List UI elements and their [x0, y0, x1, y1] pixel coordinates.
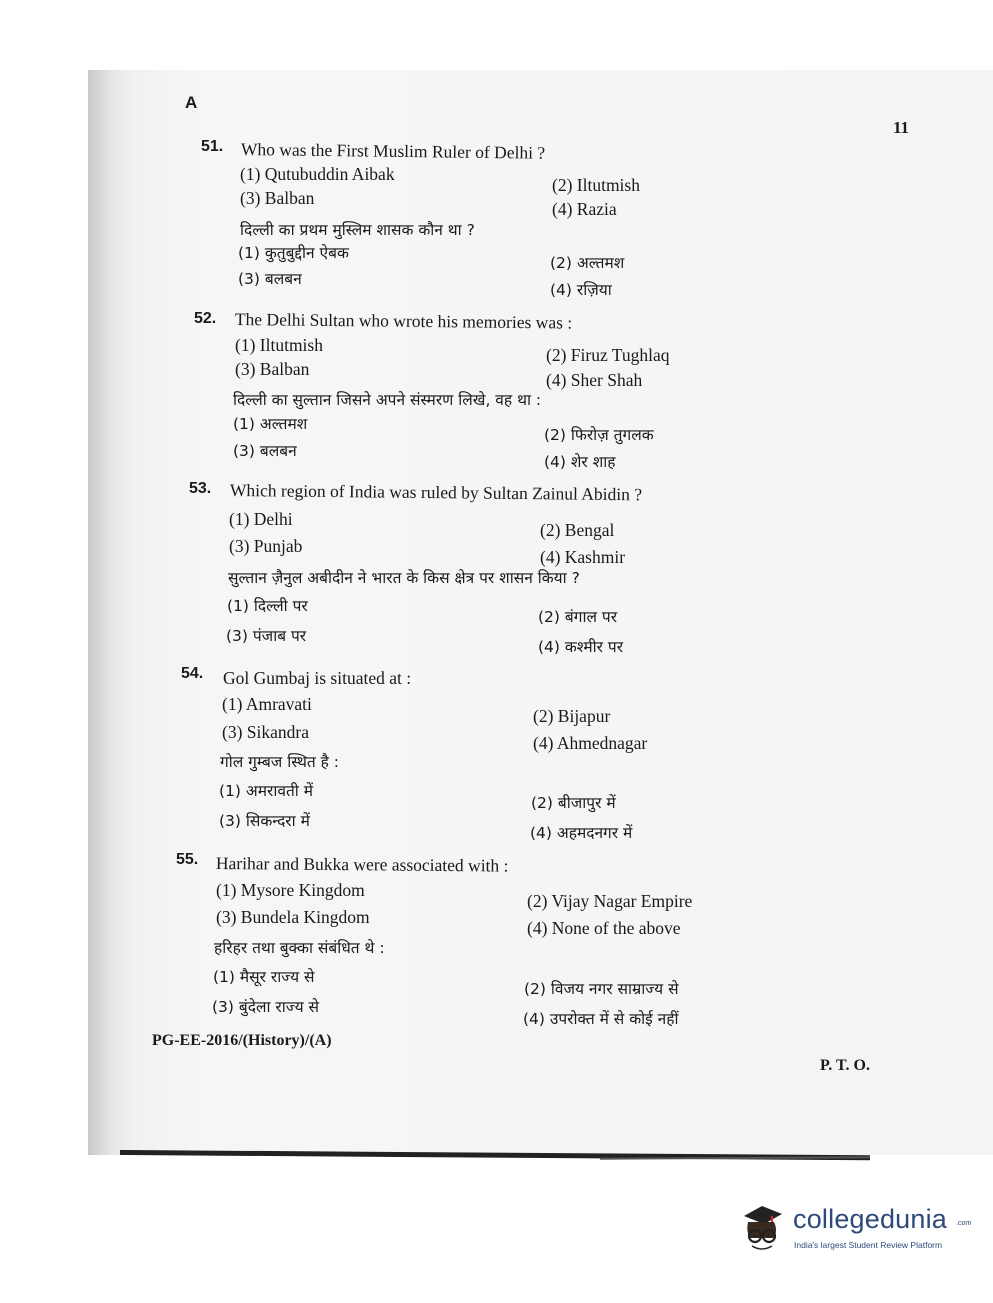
option-2-en: (2) Bengal [540, 520, 615, 540]
question-text-en: The Delhi Sultan who wrote his memories was : [234, 309, 573, 333]
option-1-en: (1) Iltutmish [235, 335, 323, 355]
question-text-hi: दिल्ली का प्रथम मुस्लिम शासक कौन था ? [240, 221, 475, 239]
question-text-en: Harihar and Bukka were associated with : [215, 853, 509, 876]
question-number: 55. [176, 851, 199, 868]
option-3-hi: (3) पंजाब पर [226, 627, 307, 645]
option-1-en: (1) Qutubuddin Aibak [240, 164, 395, 184]
paper-code: PG-EE-2016/(History)/(A) [152, 1032, 332, 1049]
set-label: A [185, 93, 198, 112]
page-number: 11 [893, 118, 910, 137]
option-4-en: (4) Razia [552, 199, 617, 219]
question-number: 53. [189, 480, 212, 497]
option-2-hi: (2) फिरोज़ तुगलक [544, 426, 654, 444]
option-4-hi: (4) अहमदनगर में [530, 824, 633, 842]
pto-label: P. T. O. [820, 1057, 870, 1074]
brand-tld: .com [956, 1220, 972, 1227]
option-1-hi: (1) दिल्ली पर [227, 597, 308, 615]
question-number: 52. [194, 310, 217, 327]
question-text-hi: गोल गुम्बज स्थित है : [220, 753, 340, 771]
option-2-hi: (2) बीजापुर में [531, 794, 616, 812]
option-2-hi: (2) अल्तमश [550, 254, 625, 272]
option-4-hi: (4) कश्मीर पर [538, 638, 624, 656]
option-4-en: (4) Sher Shah [546, 370, 643, 390]
option-1-hi: (1) अमरावती में [219, 782, 314, 800]
question-text-en: Who was the First Muslim Ruler of Delhi ? [240, 139, 546, 163]
option-4-en: (4) None of the above [527, 918, 681, 938]
option-1-hi: (1) कुतुबुद्दीन ऐबक [238, 244, 349, 262]
option-1-en: (1) Mysore Kingdom [216, 880, 365, 900]
option-4-en: (4) Kashmir [540, 547, 626, 567]
question-text-hi: हरिहर तथा बुक्का संबंधित थे : [214, 939, 385, 957]
option-3-hi: (3) सिकन्दरा में [219, 812, 310, 830]
brand-tagline: India's largest Student Review Platform [794, 1240, 943, 1250]
option-1-en: (1) Amravati [222, 694, 312, 714]
question-text-en: Gol Gumbaj is situated at : [223, 668, 412, 688]
option-2-en: (2) Iltutmish [552, 175, 640, 195]
option-3-en: (3) Punjab [229, 536, 303, 556]
question-number: 51. [201, 138, 224, 155]
option-1-hi: (1) अल्तमश [233, 415, 308, 433]
question-number: 54. [181, 665, 204, 682]
option-3-en: (3) Bundela Kingdom [216, 907, 370, 927]
option-4-hi: (4) रज़िया [550, 281, 612, 299]
option-1-en: (1) Delhi [229, 509, 293, 529]
option-2-en: (2) Vijay Nagar Empire [527, 891, 693, 911]
collegedunia-watermark [738, 1198, 972, 1262]
option-4-hi: (4) शेर शाह [544, 453, 616, 471]
option-3-hi: (3) बलबन [233, 442, 297, 460]
option-2-hi: (2) बंगाल पर [538, 608, 618, 626]
question-text-hi: सुल्तान ज़ैनुल अबीदीन ने भारत के किस क्षेत्र पर शासन किया ? [228, 569, 580, 587]
option-2-hi: (2) विजय नगर साम्राज्य से [524, 980, 679, 998]
brand-name: collegedunia [793, 1204, 948, 1234]
option-4-en: (4) Ahmednagar [533, 733, 648, 753]
option-3-en: (3) Sikandra [222, 722, 309, 742]
option-3-hi: (3) बुंदेला राज्य से [212, 998, 320, 1016]
option-3-en: (3) Balban [240, 188, 315, 208]
option-1-hi: (1) मैसूर राज्य से [213, 968, 315, 986]
option-2-en: (2) Bijapur [533, 706, 611, 726]
option-2-en: (2) Firuz Tughlaq [546, 345, 670, 365]
student-mascot-icon [738, 1202, 786, 1254]
question-text-hi: दिल्ली का सुल्तान जिसने अपने संस्मरण लिखे, वह था : [233, 391, 542, 409]
option-3-hi: (3) बलबन [238, 270, 302, 288]
option-4-hi: (4) उपरोक्त में से कोई नहीं [523, 1010, 679, 1028]
question-text-en: Which region of India was ruled by Sultan Zainul Abidin ? [229, 480, 643, 505]
option-3-en: (3) Balban [235, 359, 310, 379]
